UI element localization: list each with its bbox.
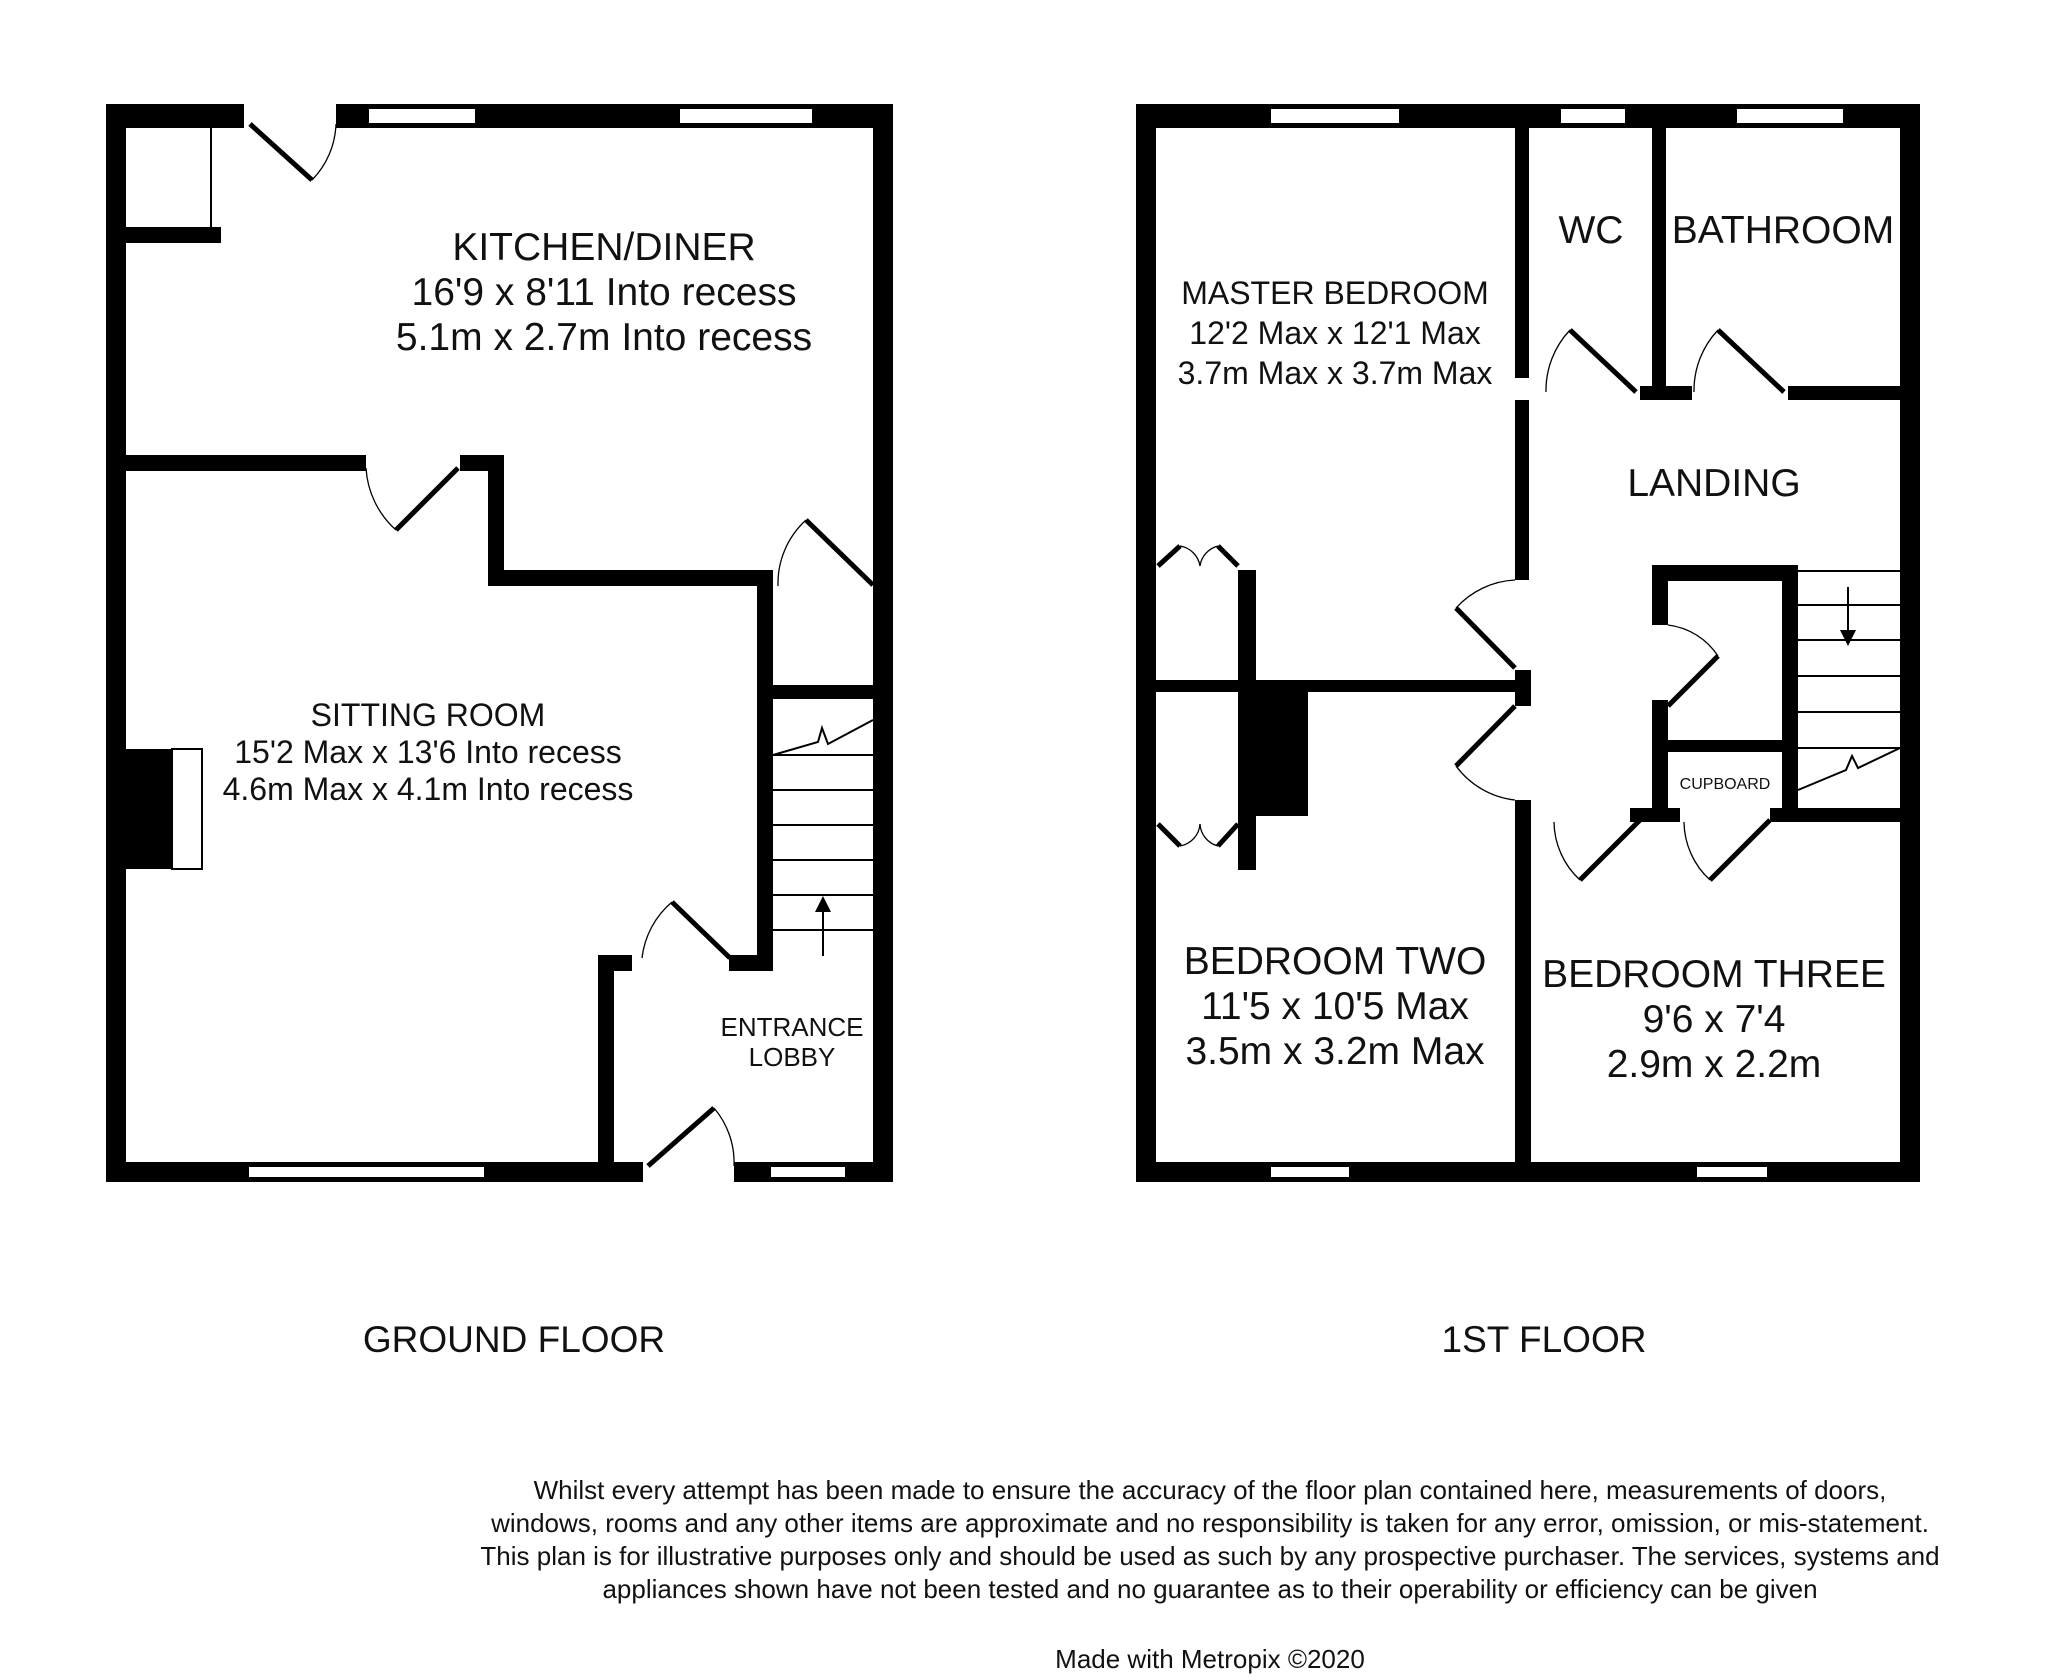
door (1554, 820, 1640, 880)
door (1456, 580, 1515, 668)
bedroom-two-size-metric: 3.5m x 3.2m Max (1185, 1030, 1485, 1073)
window (248, 1166, 485, 1178)
wall (1515, 800, 1531, 1182)
landing-name: LANDING (1627, 462, 1801, 505)
wall (205, 227, 221, 243)
first-floor-label: 1ST FLOOR (1441, 1319, 1647, 1360)
first-floor-plan (1136, 104, 1920, 1360)
door (648, 1108, 734, 1166)
wall (488, 455, 504, 585)
wall (1652, 740, 1798, 752)
chimney-breast (1238, 692, 1308, 816)
master-bedroom-name: MASTER BEDROOM (1181, 275, 1489, 311)
door (1694, 330, 1784, 392)
wall (1652, 565, 1798, 581)
hearth (172, 749, 202, 869)
kitchen-size-imperial: 16'9 x 8'11 Into recess (411, 271, 797, 314)
wall (598, 955, 614, 1182)
bedroom-three-size-metric: 2.9m x 2.2m (1606, 1043, 1822, 1086)
master-bedroom-size-imperial: 12'2 Max x 12'1 Max (1189, 315, 1481, 351)
bathroom-name: BATHROOM (1671, 209, 1895, 252)
wall (1515, 400, 1529, 580)
wall (757, 586, 773, 968)
window (679, 108, 813, 124)
wall (1652, 700, 1668, 810)
ground-floor-plan (106, 104, 893, 1360)
arrow-head-icon (1840, 630, 1856, 646)
staircase (773, 720, 873, 956)
metropix-credit: Made with Metropix ©2020 (1055, 1644, 1365, 1674)
wall (1782, 565, 1798, 815)
window (1736, 108, 1844, 124)
kitchen-name: KITCHEN/DINER (452, 226, 756, 269)
door (250, 124, 336, 180)
door (1546, 330, 1636, 392)
staircase (1798, 571, 1900, 790)
wall (773, 685, 873, 699)
master-bedroom-size-metric: 3.7m Max x 3.7m Max (1177, 355, 1493, 391)
wall (1156, 680, 1531, 692)
wall (1515, 128, 1529, 378)
window (1270, 108, 1400, 124)
window (1270, 1166, 1350, 1178)
window (1696, 1166, 1768, 1178)
disclaimer-text: Whilst every attempt has been made to ensure the accuracy of the floor plan contained here, measurements of doors, windows, rooms and any other items are approximate and no responsibility is taken for any error, omission, or mis-statement. This plan is for illustrative purposes only and should be used as such by any prospective purchaser. The services, systems and appliances shown have not been tested and no guarantee as to their operability or efficiency can be given (480, 1475, 1940, 1604)
door (1668, 625, 1718, 706)
wardrobe-doors (1158, 546, 1238, 846)
door (366, 468, 458, 530)
wall (1770, 808, 1920, 822)
wall (1788, 386, 1920, 400)
sitting-room-size-imperial: 15'2 Max x 13'6 Into recess (234, 734, 622, 770)
wall (729, 955, 773, 971)
ground-floor-label: GROUND FLOOR (362, 1319, 666, 1360)
wall (1136, 104, 1156, 1182)
kitchen-size-metric: 5.1m x 2.7m Into recess (395, 316, 813, 359)
bedroom-two-size-imperial: 11'5 x 10'5 Max (1201, 985, 1469, 1028)
window (368, 108, 476, 124)
sitting-room-name: SITTING ROOM (310, 697, 546, 733)
bedroom-two-name: BEDROOM TWO (1183, 940, 1487, 983)
door (1456, 706, 1515, 800)
wall (126, 455, 366, 471)
door (778, 520, 873, 586)
bedroom-three-size-imperial: 9'6 x 7'4 (1642, 998, 1786, 1041)
door (642, 902, 730, 958)
wall (1640, 386, 1692, 400)
bedroom-three-name: BEDROOM THREE (1542, 953, 1886, 996)
wall (873, 104, 893, 1182)
window (770, 1166, 846, 1178)
wall (106, 104, 244, 128)
sitting-room-size-metric: 4.6m Max x 4.1m Into recess (222, 771, 634, 807)
door (1684, 820, 1770, 880)
entrance-lobby-name-2: LOBBY (748, 1042, 836, 1072)
wc-name: WC (1558, 209, 1624, 252)
fireplace (126, 749, 172, 869)
cupboard-name: CUPBOARD (1679, 776, 1771, 793)
wall (1652, 128, 1666, 396)
entrance-lobby-name-1: ENTRANCE (720, 1012, 864, 1042)
wall (106, 104, 126, 1182)
wall (1900, 104, 1920, 1182)
window (1560, 108, 1626, 124)
arrow-head-icon (815, 896, 831, 912)
wall (488, 570, 773, 586)
wall (1652, 565, 1668, 625)
